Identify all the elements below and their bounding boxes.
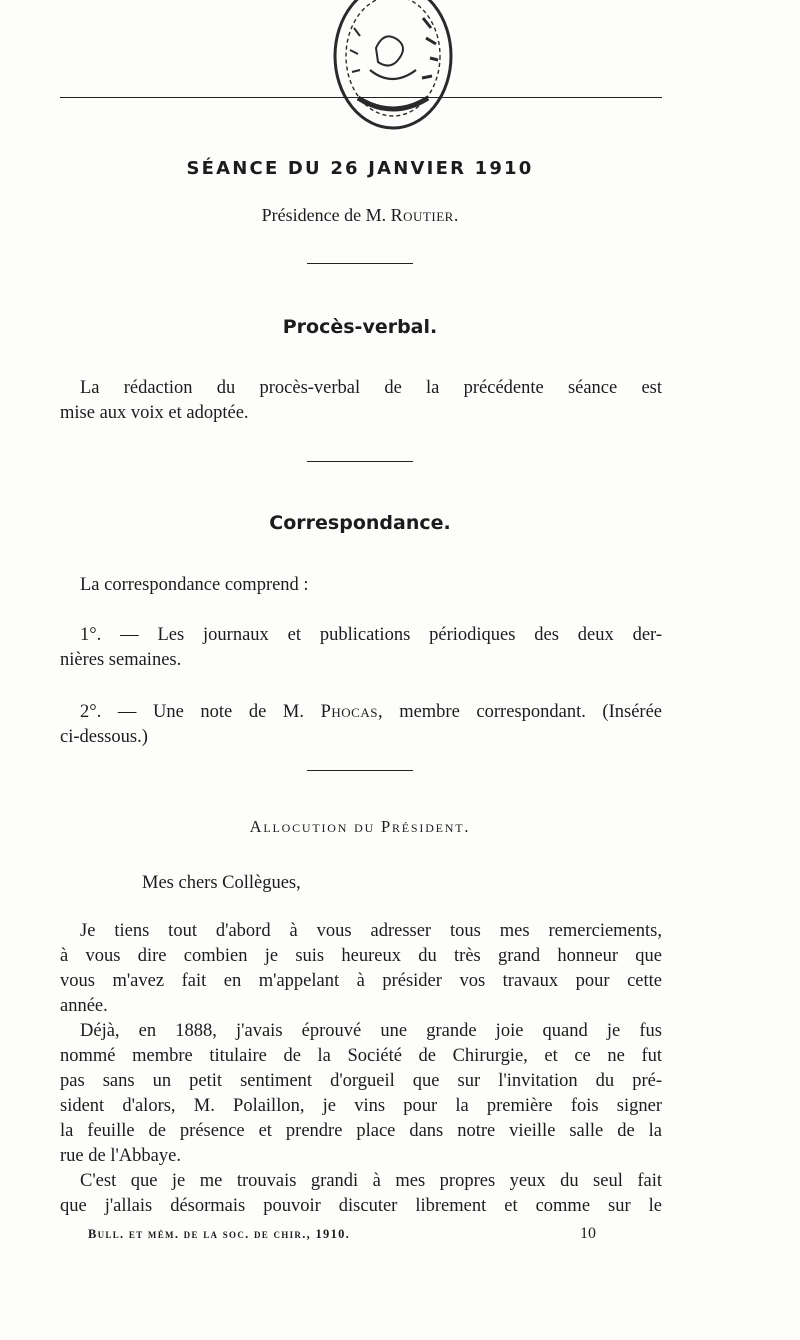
text-line: Je tiens tout d'abord à vous adresser tous mes remerciements, [80, 921, 662, 941]
text-line: La correspondance comprend : [80, 575, 309, 595]
correspondance-item-1 [60, 623, 662, 673]
header-rule [60, 97, 662, 98]
text-line: que j'allais désormais pouvoir discuter librement et comme sur le [60, 1196, 662, 1216]
text-line: nières semaines. [60, 650, 182, 670]
text-line: à vous dire combien je suis heureux du très grand honneur que [60, 946, 662, 966]
library-stamp [318, 0, 468, 143]
allocution-heading: Allocution du Président. [249, 817, 471, 836]
page-number: 10 [580, 1225, 596, 1242]
text-line: nommé membre titulaire de la Société de Chirurgie, et ce ne fut [60, 1046, 662, 1066]
item2-suffix: , membre correspondant. (Insérée [377, 702, 662, 722]
text-line: année. [60, 996, 108, 1016]
item2-prefix: 2°. — Une note de M. [80, 702, 321, 722]
correspondance-heading: Correspondance. [269, 512, 451, 534]
proces-verbal-paragraph [60, 376, 662, 426]
greeting: Mes chers Collègues, [142, 873, 301, 893]
text-line: pas sans un petit sentiment d'orgueil que sur l'invitation du pré- [60, 1071, 662, 1091]
text-line: ci-dessous.) [60, 727, 148, 747]
section-divider [307, 461, 413, 462]
presidency-prefix: Présidence de M. [261, 205, 391, 225]
text-line: mise aux voix et adoptée. [60, 403, 249, 423]
text-line: Déjà, en 1888, j'avais éprouvé une grande joie quand je fus [80, 1021, 662, 1041]
correspondance-intro [60, 573, 662, 598]
text-line [60, 700, 662, 725]
presidency-suffix: . [453, 205, 459, 225]
text-line: La rédaction du procès-verbal de la précédente séance est [80, 378, 662, 398]
correspondent-name: Phocas [320, 702, 378, 722]
allocution-paragraph-1 [60, 919, 662, 1019]
allocution-paragraph-2 [60, 1019, 662, 1169]
text-line: la feuille de présence et prendre place dans notre vieille salle de la [60, 1121, 662, 1141]
library-stamp-icon [318, 0, 468, 143]
section-divider [307, 263, 413, 264]
section-divider [307, 770, 413, 771]
text-line: C'est que je me trouvais grandi à mes propres yeux du seul fait [80, 1171, 662, 1191]
presidency-line [0, 205, 720, 226]
session-title: SÉANCE DU 26 JANVIER 1910 [186, 158, 534, 179]
allocution-paragraph-3 [60, 1169, 662, 1219]
proces-verbal-heading: Procès-verbal. [282, 316, 438, 338]
president-name: Routier [390, 205, 454, 225]
text-line: sident d'alors, M. Polaillon, je vins pour la première fois signer [60, 1096, 662, 1116]
text-line: rue de l'Abbaye. [60, 1146, 181, 1166]
correspondance-item-2 [60, 700, 662, 750]
text-line: 1°. — Les journaux et publications périodiques des deux der- [80, 625, 662, 645]
running-footer: Bull. et mém. de la soc. de chir., 1910. [88, 1227, 351, 1241]
text-line: vous m'avez fait en m'appelant à présider vos travaux pour cette [60, 971, 662, 991]
